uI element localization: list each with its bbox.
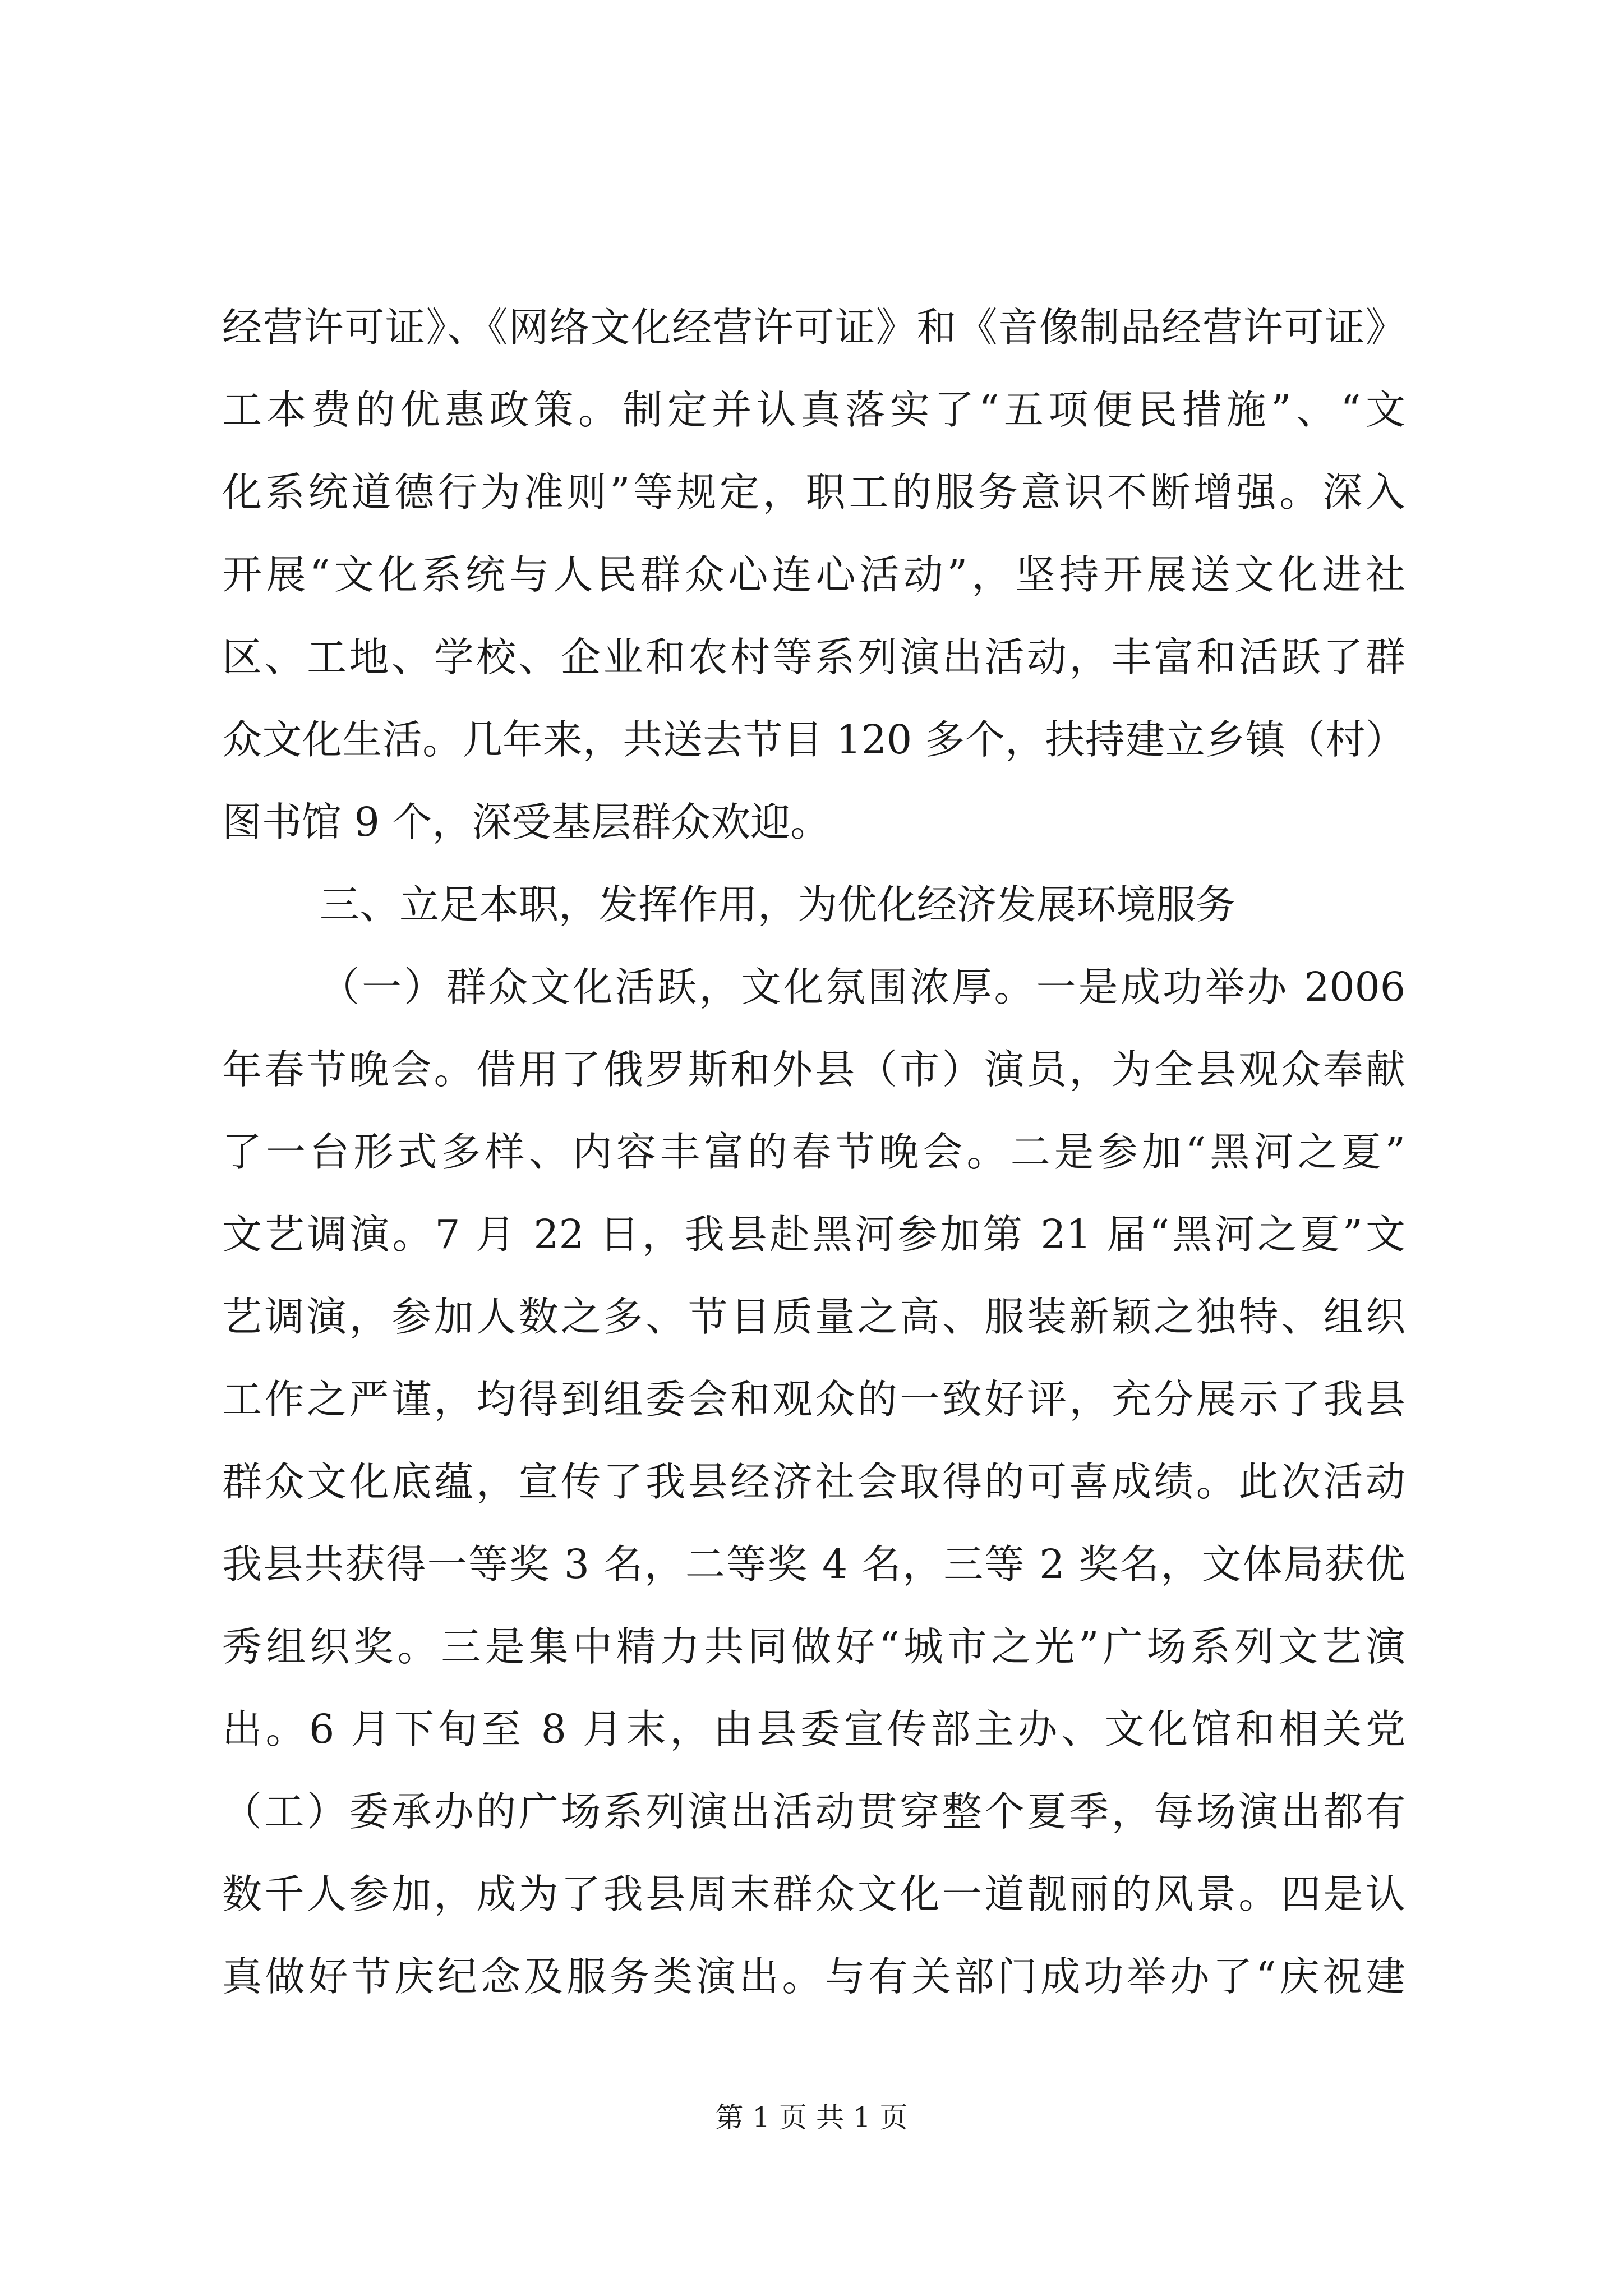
text-line: 秀组织奖。三是集中精力共同做好“城市之光”广场系列文艺演	[222, 1623, 1405, 1670]
text-line: 我县共获得一等奖 3 名，二等奖 4 名，三等 2 奖名，文体局获优	[222, 1541, 1405, 1588]
page-footer: 第 1 页 共 1 页	[715, 2101, 908, 2134]
text-line: 年春节晚会。借用了俄罗斯和外县（市）演员，为全县观众奉献	[222, 1046, 1405, 1093]
text-line: 文艺调演。7 月 22 日，我县赴黑河参加第 21 届“黑河之夏”文	[222, 1211, 1405, 1258]
body-text	[222, 286, 1405, 2018]
text-line: 艺调演，参加人数之多、节目质量之高、服装新颖之独特、组织	[222, 1294, 1405, 1340]
text-line: （一）群众文化活跃，文化氛围浓厚。一是成功举办 2006	[320, 964, 1405, 1010]
text-line: 数千人参加，成为了我县周末群众文化一道靓丽的风景。四是认	[222, 1871, 1405, 1917]
text-line: 众文化生活。几年来，共送去节目 120 多个，扶持建立乡镇（村）	[222, 716, 1405, 763]
text-line: 区、工地、学校、企业和农村等系列演出活动，丰富和活跃了群	[222, 634, 1405, 680]
section-heading: 三、立足本职，发挥作用，为优化经济发展环境服务	[320, 881, 1236, 928]
text-line: 了一台形式多样、内容丰富的春节晚会。二是参加“黑河之夏”	[222, 1129, 1405, 1175]
text-line: 工本费的优惠政策。制定并认真落实了“五项便民措施”、“文	[222, 386, 1405, 433]
text-line: 出。6 月下旬至 8 月末，由县委宣传部主办、文化馆和相关党	[222, 1706, 1405, 1752]
text-line: 化系统道德行为准则”等规定，职工的服务意识不断增强。深入	[222, 469, 1405, 516]
text-line: 工作之严谨，均得到组委会和观众的一致好评，充分展示了我县	[222, 1376, 1405, 1423]
text-line: （工）委承办的广场系列演出活动贯穿整个夏季，每场演出都有	[222, 1788, 1405, 1835]
text-line: 真做好节庆纪念及服务类演出。与有关部门成功举办了“庆祝建	[222, 1953, 1405, 2000]
text-line: 群众文化底蕴，宣传了我县经济社会取得的可喜成绩。此次活动	[222, 1458, 1405, 1505]
text-line: 经营许可证》、《网络文化经营许可证》和《音像制品经营许可证》	[222, 304, 1405, 351]
text-line: 图书馆 9 个，深受基层群众欢迎。	[222, 799, 831, 845]
text-line: 开展“文化系统与人民群众心连心活动”，坚持开展送文化进社	[222, 551, 1405, 598]
